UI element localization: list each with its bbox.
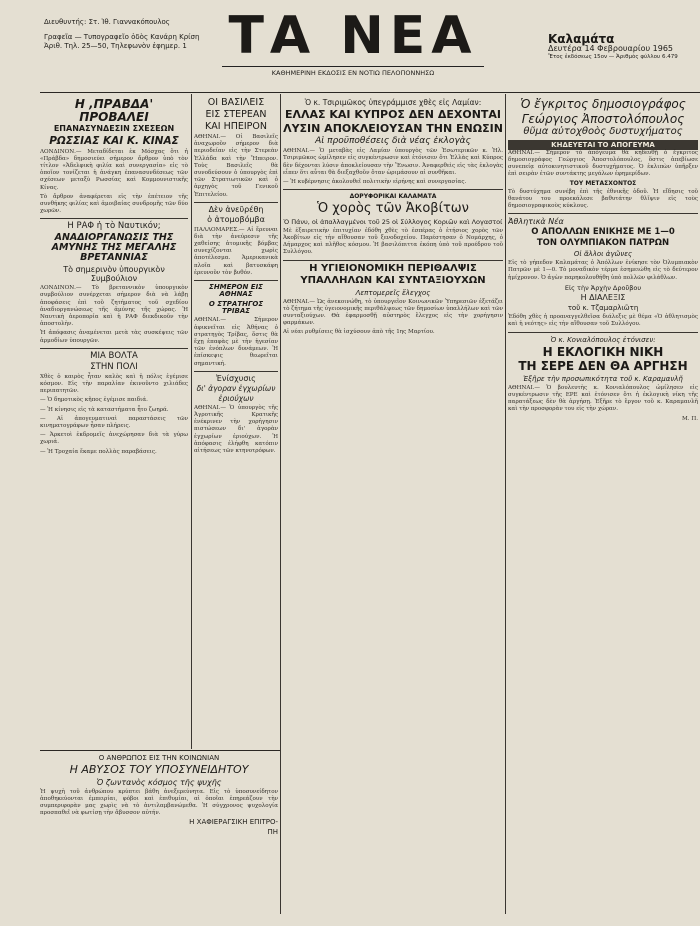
headline-lecture: Η ΔΙΑΛΕΞΙΣ	[580, 292, 626, 302]
headline-support-sub: δι' ἀγοραν ἐγχωρίων	[196, 384, 276, 394]
column-1	[40, 96, 188, 746]
article-text: — Ὁ δημοτικὸς κῆπος ἐγέμισε παιδιά.	[40, 397, 148, 404]
article-text: ΑΘΗΝΑΙ.— Οἱ Βασιλεῖς ἀναχωροῦν σήμερον διὰ περιοδείαν εἰς τὴν Στερεὰν Ἑλλάδα καὶ τὴν Ἤπειρον. Τοὺς Βασιλεῖς θὰ συνοδεύσουν ὁ ὑπουργὸς ἐπὶ τῶν Στρατιωτικῶν καὶ ὁ ἀρχηγὸς τοῦ Γενικοῦ Ἐπιτελείου.	[194, 133, 278, 198]
newspaper-title: ΤΑ ΝΕΑ	[228, 6, 478, 66]
headline-dance: Ὁ χορὸς τῶν Ἀκοβίτων	[317, 201, 469, 217]
kicker: Ὁ Πάνυ, οἱ ἀπαλλαγμένοι τοῦ 25 οἱ Σύλλογος Κοριῶν καὶ Λογαστοί	[283, 217, 503, 226]
kicker: Ο ΑΝΘΡΩΠΟΣ ΕΙΣ ΤΗΝ ΚΟΙΝΩΝΙΑΝ	[98, 754, 220, 762]
kicker: Οἱ ἄλλοι ἀγῶνες	[573, 250, 633, 259]
headline-bomb: Δὲν ἀνεῦρέθη	[208, 204, 264, 214]
headline-election: Η ΕΚΛΟΓΙΚΗ ΝΙΚΗ	[542, 344, 664, 359]
article-text: ΠΑΛΛΟΜΑΡΕΣ.— Αἱ ἔρευναι διὰ τὴν ἀνεύρεσιν τῆς χαθείσης ἀτομικῆς βόμβας συνεχίζονται χωρὶς ἀποτέλεσμα. Ἀμερικανικὰ πλοῖα καὶ βατυσκάφη ἐρευνοῦν τὸν βυθόν.	[194, 226, 278, 276]
headline-pravda-sub2: ΡΩΣΣΙΑΣ ΚΑΙ Κ. ΚΙΝΑΣ	[49, 134, 179, 147]
column-rule	[280, 94, 281, 914]
headline-health: Η ΥΓΙΕΙΟΝΟΜΙΚΗ ΠΕΡΙΘΑΛΨΙΣ	[309, 262, 477, 274]
article-text: Μὲ ἐξαιρετικὴν ἐπιτυχίαν ἐδόθη χθὲς τὸ ἑσπέρας ὁ ἐτήσιος χορὸς τῶν Ἀκοβίτων εἰς τὴν αἴθουσαν τοῦ ξενοδοχείου. Παρέστησαν ὁ Νομάρχης, ὁ Δήμαρχος καὶ πλῆθος κόσμου. Ἡ βασιλόπιττα ἐκόπη ὑπὸ τοῦ προέδρου τοῦ Συλλόγου.	[283, 227, 503, 256]
kicker: τοῦ κ. Τζαμαρλιῶτη	[567, 304, 639, 313]
kicker: Ὁ κ. Τσιριμῶκος ὑπεγράμμισε χθὲς εἰς Λαμίαν:	[304, 98, 482, 107]
column-rule	[505, 94, 506, 914]
article-text: Εἰς τὸ γήπεδον Καλαμάτας ὁ Ἀπόλλων ἐνίκησε τὸν Ὀλυμπιακὸν Πατρῶν μὲ 1—0. Τὸ μοναδικὸν τέρμα ἐσημειώθη εἰς τὸ δεύτερον ἡμίχρονον. Ὁ ἀγὼν παρηκολουθήθη ὑπὸ πολλῶν φιλάθλων.	[508, 260, 698, 281]
kicker: Τὸ σημερινὸν ὑπουργικὸν Συμβούλιον	[63, 265, 165, 284]
director-line: Διευθυντής: Στ. Ἰθ. Γιαννακόπουλος	[44, 18, 170, 26]
article-text: Χθὲς ὁ καιρὸς ἦταν καλὸς καὶ ἡ πόλις ἐγέμισε κόσμον. Εἰς τὴν παραλίαν ἐκινοῦντο χιλιάδες περιπατητῶν.	[40, 373, 188, 395]
headline-volta: ΜΙΑ ΒΟΛΤΑ	[90, 350, 138, 361]
headline-cyprus: ΕΛΛΑΣ ΚΑΙ ΚΥΠΡΟΣ ΔΕΝ ΔΕΧΟΝΤΑΙ	[284, 108, 502, 121]
masthead-rule	[40, 92, 700, 93]
headline-apollon: Ο ΑΠΟΛΛΩΝ ΕΝΙΚΗΣΕ ΜΕ 1—0	[531, 227, 675, 238]
issue-number: Ἔτος ἐκδόσεως 15ον — Ἀριθμὸς φύλλου 6.479	[548, 54, 678, 60]
newspaper-subtitle: ΚΑΘΗΜΕΡΙΝΗ ΕΚΔΟΣΙΣ ΕΝ ΝΟΤΙΩ ΠΕΛΟΠΟΝΝΗΣΩ	[222, 66, 484, 77]
column-2	[194, 96, 278, 746]
article-text: ΛΟΝΔΙΝΟΝ.— Μεταδίδεται ἐκ Μόσχας ὅτι ἡ «Πράβδα» δημοσιεύει σήμερον ἄρθρον ὑπὸ τὸν τίτλον «Ἀδελφικὴ φιλία καὶ συνεργασία» εἰς τὸ ὁποῖον τονίζεται ἡ ἀνάγκη ἐπανασυνδέσεως τῶν σχέσεων μεταξὺ Ρωσσίας καὶ Κομμουνιστικῆς Κίνας.	[40, 148, 188, 191]
article-text: Ἐδόθη χθὲς ἡ προαναγγελθεῖσα διάλεξις μὲ θέμα «Ὁ ἀθλητισμὸς καὶ ἡ νεότης» εἰς τὴν αἴθουσαν τοῦ Συλλόγου.	[508, 314, 698, 328]
column-4	[508, 96, 698, 914]
article-text: Αἱ νέαι ρυθμίσεις θὰ ἰσχύσουν ἀπὸ τῆς 1ης Μαρτίου.	[283, 329, 435, 336]
masthead-dateline	[548, 34, 698, 61]
kicker: Ἐξῆρε τὴν προσωπικότητα τοῦ κ. Καραμανλῆ	[523, 374, 683, 383]
headline-cyprus-sub: ΛΥΣΙΝ ΑΠΟΚΛΕΙΟΥΣΑΝ ΤΗΝ ΕΝΩΣΙΝ	[283, 121, 503, 135]
kicker: Ὁ κ. Κονιαλόπουλος ἐτόνισεν:	[550, 335, 656, 344]
article-text: ΑΘΗΝΑΙ.— Σήμερον τὸ ἀπόγευμα θὰ κηδευθῇ ὁ ἔγκριτος δημοσιογράφος Γεώργιος Ἀποστολόπουλος, ὅστις ἀπεβίωσε συνεπείᾳ αὐτοκινητιστικοῦ δυστυχήματος. Ὁ ἐκλιπὼν ὑπῆρξεν ἐπὶ σειρὰν ἐτῶν συντάκτης μεγάλων ἐφημερίδων.	[508, 149, 698, 178]
headline-support: Ἐνίσχυσις	[216, 373, 256, 383]
phone-line: Ἀριθ. Τηλ. 25—50, Τηλεφωνὸν ἐφημερ. 1	[44, 42, 187, 50]
headline-pravda: Η ‚ΠΡΑΒΔΑ' ΠΡΟΒΑΛΕΙ	[74, 97, 154, 124]
headline-defence: ΑΝΑΔΙΟΡΓΑΝΩΣΙΣ ΤΗΣ ΑΜΥΝΗΣ ΤΗΣ ΜΕΓΑΛΗΣ ΒΡΕΤΑΝΝΙΑΣ	[51, 232, 177, 264]
headline-pravda-sub: ΕΠΑΝΑΣΥΝΔΕΣΙΝ ΣΧΕΣΕΩΝ	[53, 124, 175, 134]
headline-raf: Η ΡΑΦ ἡ τὸ Ναυτικόν;	[67, 221, 161, 232]
headline-election-sub: ΤΗ ΣΕΡΕ ΔΕΝ ΘΑ ΑΡΓΗΣΗ	[518, 359, 688, 374]
article-text: Ἡ ψυχὴ τοῦ ἀνθρώπου κρύπτει βάθη ἀνεξερεύνητα. Εἰς τὸ ὑποσυνείδητον ἀποθηκεύονται ἐμπειρίαι, φόβοι καὶ ἐπιθυμίαι, αἱ ὁποῖαι ἐπηρεάζουν τὴν συμπεριφορὰν μας χωρὶς νὰ τὸ ἀντιλαμβανώμεθα. Ἡ σύγχρονος ψυχολογία προσπαθεῖ νὰ φωτίσῃ τὴν ἄβυσσον αὐτήν.	[40, 788, 278, 817]
headline-kings: ΟΙ ΒΑΣΙΛΕΙΣ	[207, 97, 265, 108]
offices-line: Γραφεῖα — Τυπογραφεῖο ὁδὸς Κανάρη Κρίση	[44, 33, 200, 41]
headline-apollon-sub: ΤΟΝ ΟΛΥΜΠΙΑΚΟΝ ΠΑΤΡΩΝ	[536, 238, 670, 249]
article-text: ΛΟΝΔΙΝΟΝ.— Τὸ βρεταννικὸν ὑπουργικὸν συμβούλιον συνέρχεται σήμερον διὰ νὰ λάβῃ ἀποφάσεις ἐπὶ τοῦ ζητήματος τοῦ σχεδίου ἀναδιοργανώσεως τῆς ἀμύνης τῆς χώρας. Ἡ Ναυτικὴ ἀεροπορία καὶ ἡ ΡΑΦ διεκδικοῦν τὴν ἀποστολὴν.	[40, 285, 188, 328]
article-text: ΑΘΗΝΑΙ.— Ὁ βουλευτὴς κ. Κονιαλόπουλος ὡμίλησεν εἰς συγκέντρωσιν τῆς ΕΡΕ καὶ ἐτόνισεν ὅτι ἡ ἐκλογικὴ νίκη τῆς παρατάξεως δὲν θὰ ἀργήσῃ. Ἐξῆρε τὸ ἔργον τοῦ κ. Καραμανλῆ καὶ τὴν προσφορὰν του εἰς τὴν χώραν.	[508, 384, 698, 413]
article-text: Τὸ δυστύχημα συνέβη ἐπὶ τῆς ἐθνικῆς ὁδοῦ. Ἡ εἴδησις τοῦ θανάτου του προεκάλεσε βαθυτάτην θλῖψιν εἰς τοὺς δημοσιογραφικοὺς κύκλους.	[508, 188, 698, 210]
kicker: Ὁ ζωντανὸς κόσμος τῆς ψυχῆς	[96, 777, 222, 787]
article-text: ΑΘΗΝΑΙ.— Σήμερον ἀφικνεῖται εἰς Ἀθήνας ὁ στρατηγὸς Τρίβας, ὅστις θὰ ἔχῃ ἐπαφὰς μὲ τὴν ἡγεσίαν τῶν ἐνόπλων δυνάμεων. Ἡ ἐπίσκεψις θεωρεῖται σημαντική.	[194, 317, 278, 367]
article-text: Ἡ ἀπόφασις ἀναμένεται μετὰ τὰς συσκέψεις τῶν ἀρμοδίων ὑπουργῶν.	[40, 330, 188, 344]
signature: Μ. Π.	[682, 415, 698, 422]
headline-trivas: ΣΗΜΕΡΟΝ ΕΙΣ ΑΘΗΝΑΣ	[209, 282, 263, 299]
headline-kings-sub2: ΚΑΙ ΗΠΕΙΡΟΝ	[205, 120, 267, 132]
article-text: ΑΘΗΝΑΙ.— Ὁ μεταβὰς εἰς Λαμίαν ὑπουργὸς τῶν Ἐσωτερικῶν κ. Ἠλ. Τσιριμῶκος ὡμίλησεν εἰς συγκέντρωσιν καὶ ἐτόνισεν ὅτι Ἑλλὰς καὶ Κύπρος δὲν δέχονται λύσιν ἀποκλείουσαν τὴν Ἕνωσιν. Ἀναφερθεὶς εἰς τὰς ἐκλογὰς εἶπεν ὅτι αὗται θὰ διεξαχθοῦν ὅταν ὡριμάσουν αἱ συνθῆκαι.	[283, 148, 503, 176]
article-text: ΑΘΗΝΑΙ.— Ὁ ὑπουργὸς τῆς Ἀγροτικῆς Κρατικῆς ἐνέκρινεν τὴν χορήγησιν πιστώσεων δι' ἀγορὰν ἐγχωρίων ἐριούχων. Ἡ ἀπόφασις ἐλήφθη κατόπιν αἰτήσεως τῶν κτηνοτρόφων.	[194, 404, 278, 455]
article-text: — Ἡ κίνησις εἰς τὰ καταστήματα ἦτο ζωηρά.	[40, 406, 169, 413]
article-text: — Ἡ Τροχαία ἔκαμε πολλὰς παραβάσεις.	[40, 448, 157, 455]
section-tag: ΔΟΡΥΦΟΡΙΚΑΙ ΚΑΛΑΜΑΤΑ	[349, 193, 437, 201]
article-text: — Ἡ κυβέρνησις ἀκολουθεῖ πολιτικὴν εἰρήνης καὶ συνεργασίας.	[283, 178, 467, 185]
issue-date: Δευτέρα 14 Φεβρουαρίου 1965	[548, 44, 673, 53]
section-tag: Ἀθλητικὰ Νέα	[508, 217, 564, 227]
headline-journalist: Ὁ ἔγκριτος δημοσιογράφος	[520, 97, 686, 111]
article-text: — Ἀρκετοὶ ἐκδρομεῖς ἀνεχώρησαν διὰ τὰ γύρω χωριά.	[40, 432, 188, 446]
headline-trivas-sub: Ο ΣΤΡΑΤΗΓΟΣ ΤΡΙΒΑΣ	[208, 299, 264, 315]
article-text: Τὸ ἄρθρον ἀναφέρεται εἰς τὴν ἐπέτειον τῆς συνθήκης φιλίας καὶ ἀμοιβαίας συνδρομῆς τῶν δύο χωρῶν.	[40, 193, 188, 215]
subheading: ΤΟΥ ΜΕΤΑΣΧΟΝΤΟΣ	[569, 179, 637, 187]
kicker: Αἱ προϋποθέσεις διὰ νέας ἐκλογὰς	[315, 136, 471, 147]
headline-journalist-sub: Γεώργιος Ἀποστολόπουλος	[521, 111, 685, 126]
headline-health-sub: ΥΠΑΛΛΗΛΩΝ ΚΑΙ ΣΥΝΤΑΞΙΟΥΧΩΝ	[300, 275, 486, 287]
headline-kings-sub: ΕΙΣ ΣΤΕΡΕΑΝ	[205, 108, 267, 120]
section-rule	[40, 750, 280, 751]
headline-committee-sub: ΠΗ	[267, 827, 278, 836]
column-3	[283, 96, 503, 914]
funeral-banner: ΚΗΔΕΥΕΤΑΙ ΤΟ ΑΠΟΓΕΥΜΑ	[508, 140, 698, 150]
city: Καλαμάτα	[548, 32, 615, 46]
headline-committee: Η ΧΑΦΙΕΡΑΓΣΙΚΗ ΕΠΙΤΡΟ-	[189, 818, 278, 827]
kicker: Λεπτομερεῖς ἔλεγχος	[355, 288, 431, 297]
masthead-imprint	[44, 18, 214, 51]
column-rule	[191, 94, 192, 749]
bottom-article	[40, 752, 278, 917]
headline-journalist-sub2: θῦμα αὐτοχθοὸς δυστυχήματος	[523, 126, 683, 138]
article-text: — Αἱ ἀπογευματιναὶ παραστάσεις τῶν κινηματογράφων ἦσαν πλήρεις.	[40, 415, 188, 429]
article-text: ΑΘΗΝΑΙ.— Ὡς ἀνεκοινώθη, τὸ ὑπουργεῖον Κοινωνικῶν Ὑπηρεσιῶν ἐξετάζει τὸ ζήτημα τῆς ὑγειονομικῆς περιθάλψεως τῶν δημοσίων ὑπαλλήλων καὶ τῶν συνταξιούχων. Θὰ ἐφαρμοσθῇ αὐστηρὸς ἔλεγχος εἰς τὴν χορήγησιν φαρμάκων.	[283, 298, 503, 327]
kicker: Εἰς τὴν Ἀρχὴν Δροῦβου	[564, 283, 642, 292]
headline-subconscious: Η ΑΒΥΣΟΣ ΤΟΥ ΥΠΟΣΥΝΕΙΔΗΤΟΥ	[69, 763, 249, 776]
headline-volta-sub: ΣΤΗΝ ΠΟΛΙ	[90, 361, 138, 372]
headline-bomb-sub: ὁ ἀτομοβόμβα	[207, 215, 265, 225]
headline-support-sub2: ἐριούχων	[218, 394, 254, 403]
